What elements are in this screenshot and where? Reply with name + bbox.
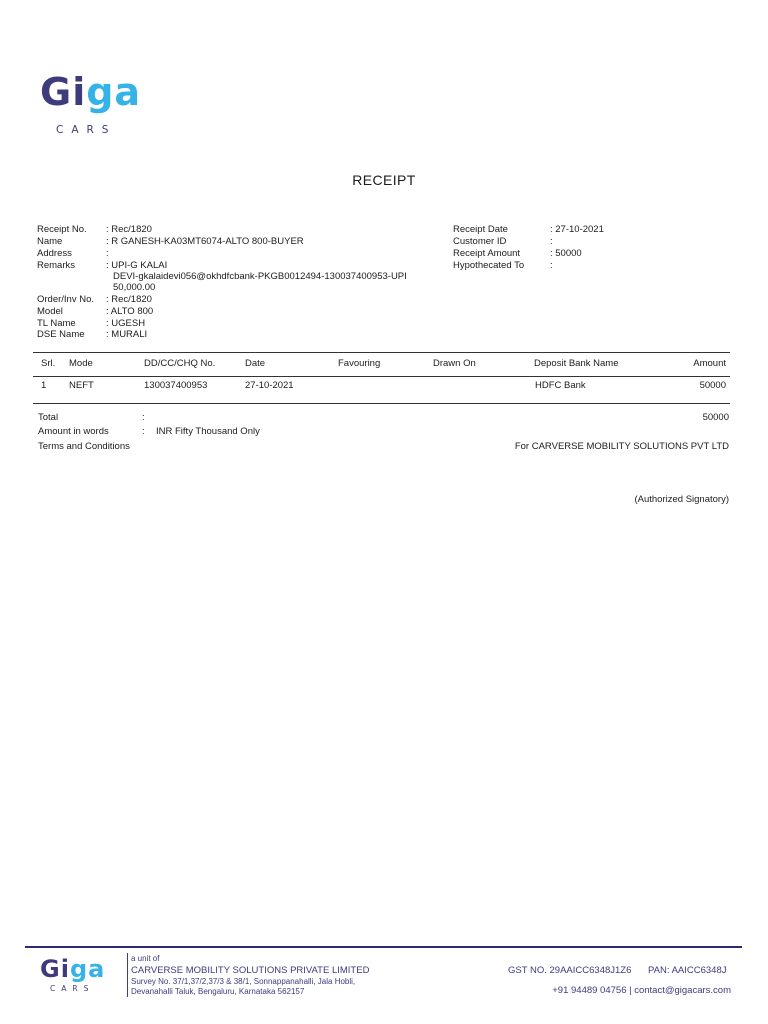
- logo-subtitle: CARS: [56, 124, 117, 136]
- table-header-rule: [33, 376, 730, 377]
- footer-company-name: CARVERSE MOBILITY SOLUTIONS PRIVATE LIMITED: [131, 965, 370, 976]
- giga-cars-logo: [40, 72, 150, 142]
- col-drawn-on: Drawn On: [433, 358, 476, 369]
- order-inv-value: : Rec/1820: [106, 294, 152, 305]
- col-mode: Mode: [69, 358, 93, 369]
- col-srl: Srl.: [41, 358, 56, 369]
- amount-in-words-colon: :: [142, 426, 145, 437]
- name-value: : R GANESH-KA03MT6074-ALTO 800-BUYER: [106, 236, 304, 247]
- receipt-date-value: : 27-10-2021: [550, 224, 604, 235]
- authorized-signatory: (Authorized Signatory): [634, 494, 729, 505]
- receipt-amount-value: : 50000: [550, 248, 582, 259]
- cell-mode: NEFT: [69, 380, 94, 391]
- remarks-value-line3: 50,000.00: [113, 282, 156, 293]
- footer-unit-of: a unit of: [131, 954, 160, 963]
- footer-logo-subtitle: CARS: [50, 984, 95, 993]
- logo-word-ga: ga: [86, 70, 142, 114]
- amount-in-words-label: Amount in words: [38, 426, 109, 437]
- amount-in-words-value: INR Fifty Thousand Only: [156, 426, 260, 437]
- receipt-date-label: Receipt Date: [453, 224, 508, 235]
- footer-separator: [127, 953, 128, 997]
- footer-pan: PAN: AAICC6348J: [648, 965, 727, 976]
- for-company: For CARVERSE MOBILITY SOLUTIONS PVT LTD: [514, 441, 729, 452]
- page-title: RECEIPT: [352, 172, 416, 188]
- col-amount: Amount: [693, 358, 726, 369]
- col-dd-cc-chq-no: DD/CC/CHQ No.: [144, 358, 216, 369]
- total-colon: :: [142, 412, 145, 423]
- hypothecated-to-label: Hypothecated To: [453, 260, 525, 271]
- cell-chq-no: 130037400953: [144, 380, 208, 391]
- footer-logo-word-ga: ga: [69, 955, 106, 983]
- footer-logo: [40, 955, 106, 993]
- table-bottom-rule: [33, 403, 730, 404]
- col-favouring: Favouring: [338, 358, 381, 369]
- col-deposit-bank-name: Deposit Bank Name: [534, 358, 619, 369]
- footer-logo-word-gi: Gi: [40, 955, 70, 983]
- model-value: : ALTO 800: [106, 306, 154, 317]
- footer-gst: GST NO. 29AAICC6348J1Z6: [508, 965, 632, 976]
- hypothecated-to-value: :: [550, 260, 553, 271]
- total-value: 50000: [702, 412, 729, 423]
- name-label: Name: [37, 236, 63, 247]
- footer-divider: [25, 946, 742, 948]
- footer-address-line1: Survey No. 37/1,37/2,37/3 & 38/1, Sonnappanahalli, Jala Hobli,: [131, 977, 356, 986]
- footer-contact: +91 94489 04756 | contact@gigacars.com: [552, 985, 731, 996]
- tl-name-label: TL Name: [37, 318, 76, 329]
- footer-address-line2: Devanahalli Taluk, Bengaluru, Karnataka 562157: [131, 987, 305, 996]
- remarks-label: Remarks: [37, 260, 76, 271]
- model-label: Model: [37, 306, 63, 317]
- col-date: Date: [245, 358, 266, 369]
- remarks-value-line1: : UPI-G KALAI: [106, 260, 168, 271]
- dse-name-label: DSE Name: [37, 329, 85, 340]
- cell-deposit-bank: HDFC Bank: [535, 380, 586, 391]
- remarks-value-line2: DEVI-gkalaidevi056@okhdfcbank-PKGB0012494-130037400953-UPI: [113, 271, 407, 282]
- total-label: Total: [38, 412, 59, 423]
- cell-srl: 1: [41, 380, 47, 391]
- table-top-rule: [33, 352, 730, 353]
- receipt-amount-label: Receipt Amount: [453, 248, 521, 259]
- logo-word-gi: Gi: [40, 70, 87, 114]
- cell-amount: 50000: [699, 380, 726, 391]
- receipt-no-value: : Rec/1820: [106, 224, 152, 235]
- customer-id-value: :: [550, 236, 553, 247]
- customer-id-label: Customer ID: [453, 236, 507, 247]
- tl-name-value: : UGESH: [106, 318, 146, 329]
- dse-name-value: : MURALI: [106, 329, 148, 340]
- order-inv-label: Order/Inv No.: [37, 294, 95, 305]
- receipt-no-label: Receipt No.: [37, 224, 87, 235]
- cell-date: 27-10-2021: [245, 380, 294, 391]
- terms-and-conditions: Terms and Conditions: [38, 441, 130, 452]
- address-label: Address: [37, 248, 72, 259]
- address-value: :: [106, 248, 109, 259]
